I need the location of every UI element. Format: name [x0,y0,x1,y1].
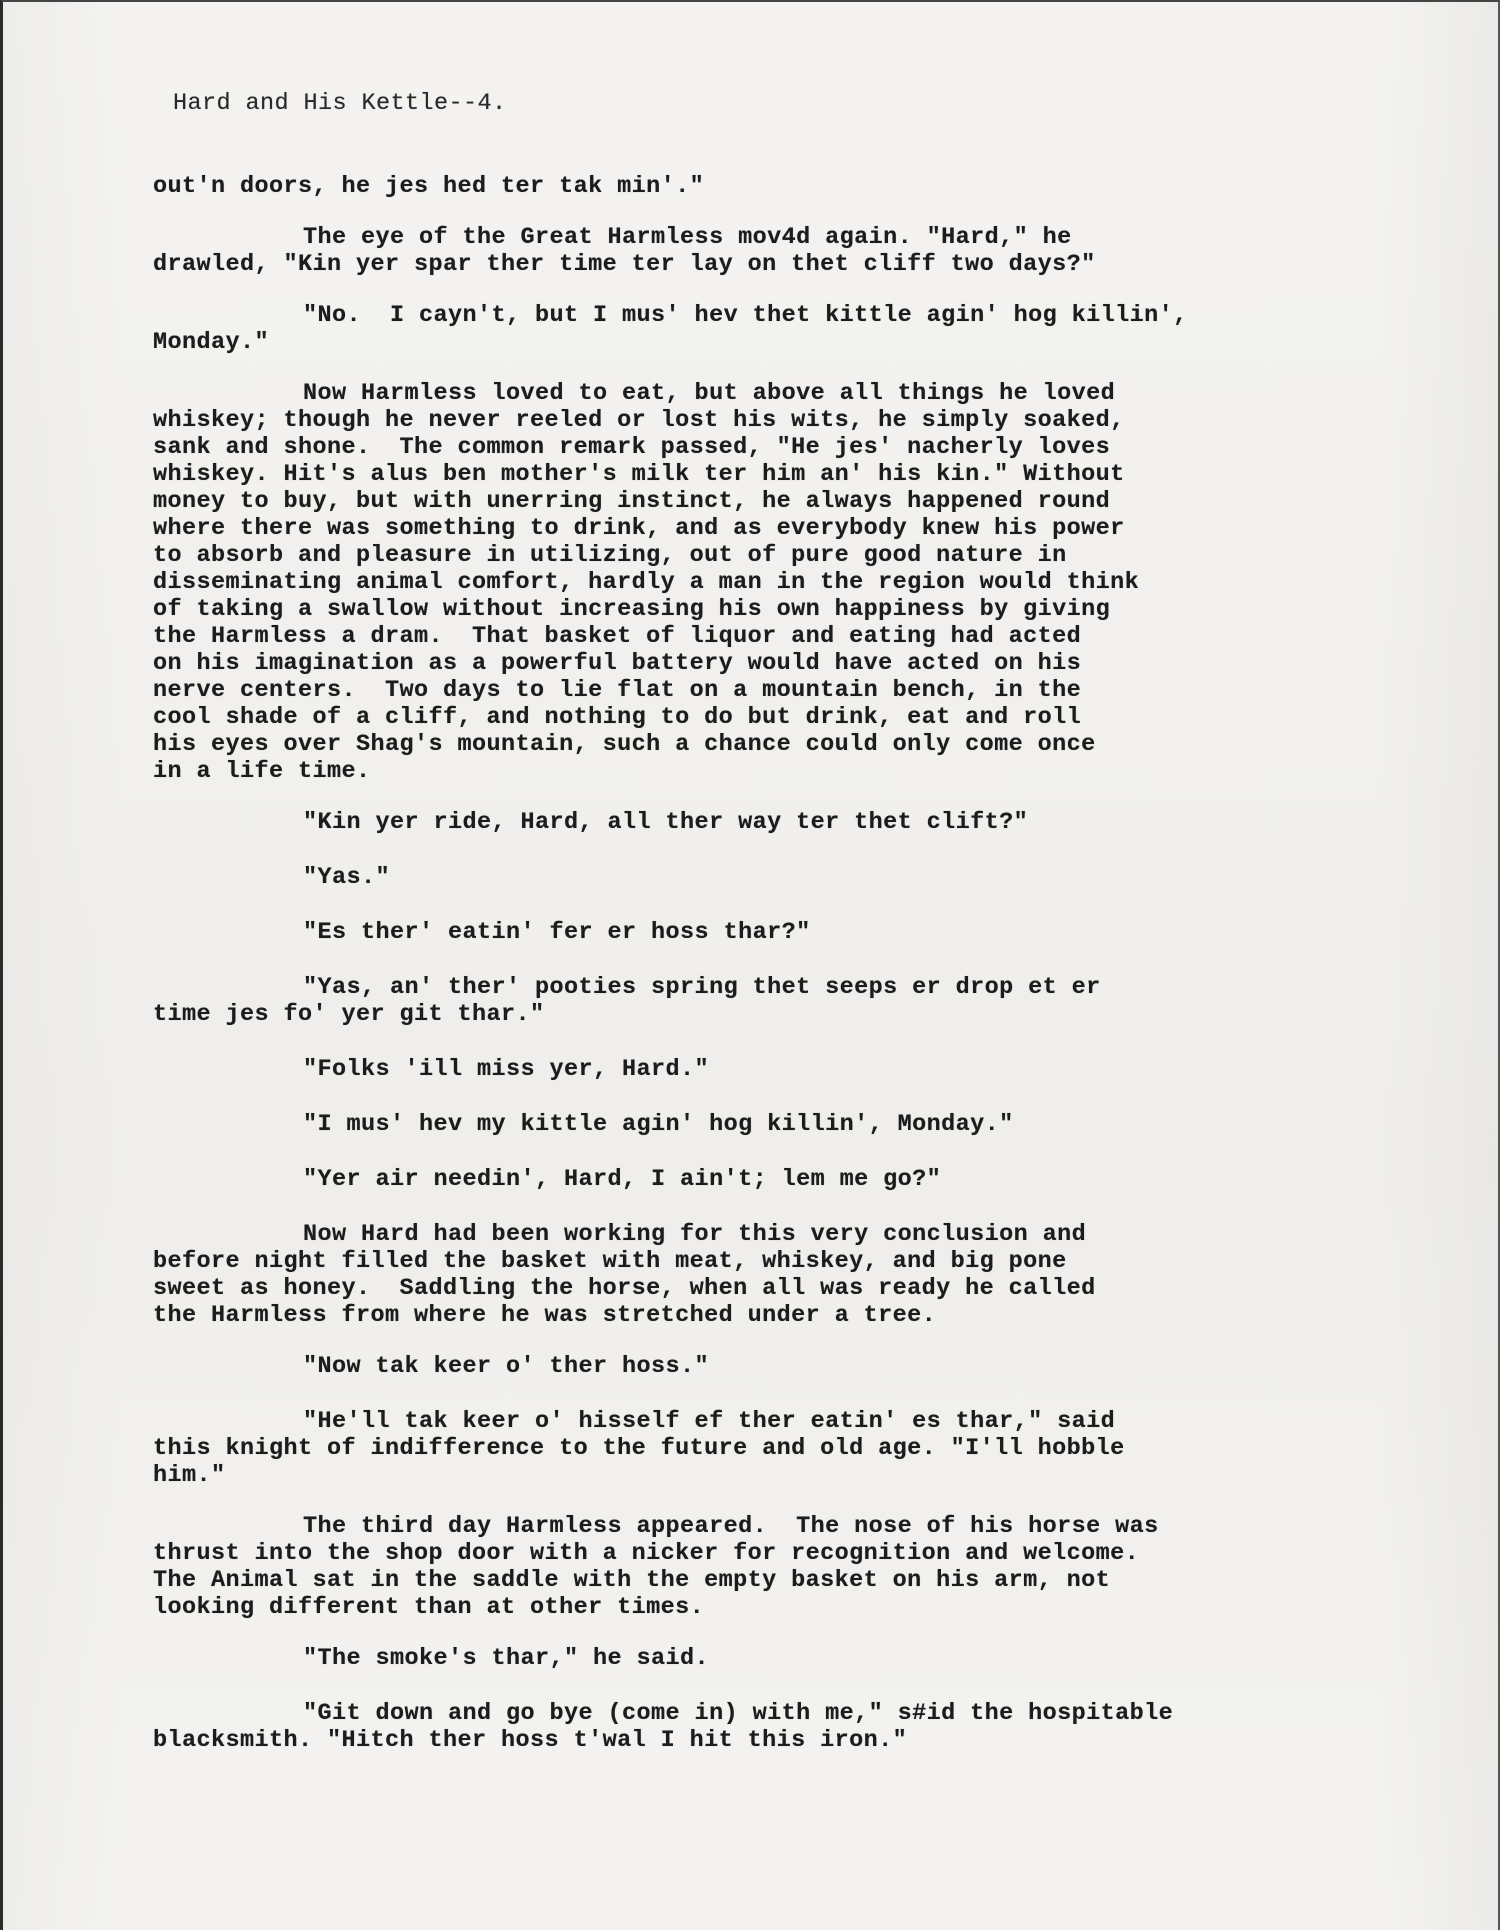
paragraph-12 [153,1221,1423,1329]
text-line: to absorb and pleasure in utilizing, out of pure good nature in [153,542,1067,569]
text-line: in a life time. [153,758,371,785]
text-line: of taking a swallow without increasing his own happiness by giving [153,596,1111,623]
paragraph-9 [153,1056,1423,1083]
paragraph-10 [153,1111,1423,1138]
text-line: "I mus' hev my kittle agin' hog killin', Monday." [303,1111,1014,1138]
text-line: whiskey; though he never reeled or lost his wits, he simply soaked, [153,407,1125,434]
text-line: this knight of indifference to the future and old age. "I'll hobble [153,1435,1125,1462]
paragraph-15 [153,1513,1423,1621]
text-line: The eye of the Great Harmless mov4d again. "Hard," he [303,224,1072,251]
paragraph-5 [153,809,1423,836]
text-line: nerve centers. Two days to lie flat on a mountain bench, in the [153,677,1082,704]
text-line: whiskey. Hit's alus ben mother's milk ter him an' his kin." Without [153,461,1125,488]
text-line: "Kin yer ride, Hard, all ther way ter thet clift?" [303,809,1029,836]
paragraph-4 [153,380,1423,785]
text-line: out'n doors, he jes hed ter tak min'." [153,173,705,200]
text-line: money to buy, but with unerring instinct, he always happened round [153,488,1111,515]
text-line: him." [153,1462,226,1489]
paragraph-13 [153,1353,1423,1380]
paragraph-8 [153,974,1423,1028]
text-line: Now Hard had been working for this very conclusion and [303,1221,1087,1248]
text-line: before night filled the basket with meat, whiskey, and big pone [153,1248,1067,1275]
text-line: The Animal sat in the saddle with the empty basket on his arm, not [153,1567,1111,1594]
paragraph-1 [153,173,1423,200]
text-line: drawled, "Kin yer spar ther time ter lay on thet cliff two days?" [153,251,1096,278]
paragraph-6 [153,864,1423,891]
text-line: looking different than at other times. [153,1594,705,1621]
text-line: Monday." [153,329,270,356]
text-line: "He'll tak keer o' hisself ef ther eatin' es thar," said [303,1408,1116,1435]
text-line: thrust into the shop door with a nicker for recognition and welcome. [153,1540,1140,1567]
text-line: Now Harmless loved to eat, but above all things he loved [303,380,1116,407]
text-line: time jes fo' yer git thar." [153,1001,545,1028]
text-line: "The smoke's thar," he said. [303,1645,710,1672]
text-line: where there was something to drink, and as everybody knew his power [153,515,1125,542]
text-line: on his imagination as a powerful battery would have acted on his [153,650,1082,677]
text-line: the Harmless from where he was stretched under a tree. [153,1302,937,1329]
paragraph-17 [153,1700,1423,1754]
paragraph-3 [153,302,1423,356]
text-line: "Now tak keer o' ther hoss." [303,1353,710,1380]
text-line: the Harmless a dram. That basket of liquor and eating had acted [153,623,1082,650]
text-line: "Yas." [303,864,391,891]
paragraph-2 [153,224,1423,278]
paragraph-16 [153,1645,1423,1672]
text-line: disseminating animal comfort, hardly a man in the region would think [153,569,1140,596]
typescript-body [153,90,1423,1778]
paragraph-11 [153,1166,1423,1193]
text-line: "Folks 'ill miss yer, Hard." [303,1056,710,1083]
text-line: "Yas, an' ther' pooties spring thet seeps er drop et er [303,974,1101,1001]
text-line: "Yer air needin', Hard, I ain't; lem me go?" [303,1166,942,1193]
text-line: "Git down and go bye (come in) with me," s#id the hospitable [303,1700,1174,1727]
text-line: sweet as honey. Saddling the horse, when all was ready he called [153,1275,1096,1302]
paragraph-14 [153,1408,1423,1489]
page-header: Hard and His Kettle--4. [173,90,507,117]
text-line: sank and shone. The common remark passed, "He jes' nacherly loves [153,434,1111,461]
text-line: "No. I cayn't, but I mus' hev thet kittle agin' hog killin', [303,302,1188,329]
text-line: his eyes over Shag's mountain, such a chance could only come once [153,731,1096,758]
text-line: blacksmith. "Hitch ther hoss t'wal I hit this iron." [153,1727,908,1754]
text-line: "Es ther' eatin' fer er hoss thar?" [303,919,811,946]
paragraph-7 [153,919,1423,946]
text-line: The third day Harmless appeared. The nose of his horse was [303,1513,1159,1540]
text-line: cool shade of a cliff, and nothing to do but drink, eat and roll [153,704,1082,731]
